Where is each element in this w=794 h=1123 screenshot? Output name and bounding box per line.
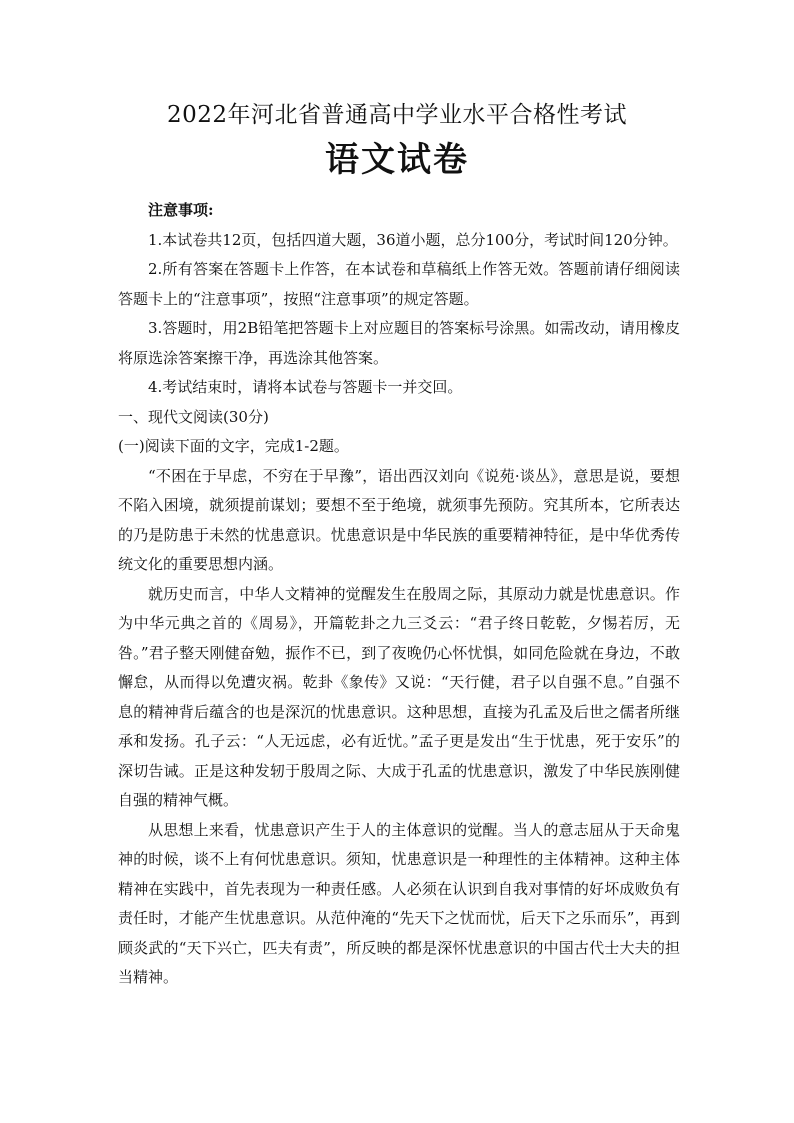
exam-title: 2022年河北省普通高中学业水平合格性考试 — [166, 102, 628, 128]
exam-content — [118, 196, 680, 993]
passage-paragraph: 就历史而言，中华人文精神的觉醒发生在殷周之际，其原动力就是忧患意识。作为中华元典之首的《周易》，开篇乾卦之九三爻云：“君子终日乾乾，夕惕若厉，无咎。”君子整天刚健奋勉，振作不已，到了夜晚仍心怀忧惧，如同危险就在身边，不敢懈怠，从而得以免遭灾祸。乾卦《象传》又说：“天行健，君子以自强不息。”自强不息的精神背后蕴含的也是深沉的忧患意识。这种思想，直接为孔孟及后世之儒者所继承和发扬。孔子云：“人无远虑，必有近忧。”孟子更是发出“生于忧患，死于安乐”的深切告诫。正是这种发轫于殷周之际、大成于孔孟的忧患意识，激发了中华民族刚健自强的精神气概。 — [118, 584, 680, 809]
notice-item: 3.答题时，用2B铅笔把答题卡上对应题目的答案标号涂黑。如需改动，请用橡皮将原选涂答案擦干净，再选涂其他答案。 — [118, 319, 680, 367]
section-heading: 一、现代文阅读(30分) — [118, 407, 269, 426]
passage-paragraph: “不困在于早虑，不穷在于早豫”，语出西汉刘向《说苑·谈丛》，意思是说，要想不陷入困境，就须提前谋划；要想不至于绝境，就须事先预防。究其所本，它所表达的乃是防患于未然的忧患意识。忧患意识是中华民族的重要精神特征，是中华优秀传统文化的重要思想内涵。 — [118, 466, 680, 573]
notice-item: 4.考试结束时，请将本试卷与答题卡一并交回。 — [148, 378, 463, 396]
subject-title: 语文试卷 — [325, 140, 469, 180]
subsection-heading: (一)阅读下面的文字，完成1-2题。 — [118, 437, 349, 455]
notice-item: 2.所有答案在答题卡上作答，在本试卷和草稿纸上作答无效。答题前请仔细阅读答题卡上的“注意事项”，按照“注意事项”的规定答题。 — [118, 260, 680, 308]
notice-heading: 注意事项: — [148, 201, 214, 219]
passage-paragraph: 从思想上来看，忧患意识产生于人的主体意识的觉醒。当人的意志屈从于天命鬼神的时候，谈不上有何忧患意识。须知，忧患意识是一种理性的主体精神。这种主体精神在实践中，首先表现为一种责任感。人必须在认识到自我对事情的好坏成败负有责任时，才能产生忧患意识。从范仲淹的“先天下之忧而忧，后天下之乐而乐”，再到顾炎武的“天下兴亡，匹夫有责”，所反映的都是深怀忧患意识的中国古代士大夫的担当精神。 — [118, 820, 680, 986]
notice-item: 1.本试卷共12页，包括四道大题，36道小题，总分100分，考试时间120分钟。 — [148, 230, 678, 249]
